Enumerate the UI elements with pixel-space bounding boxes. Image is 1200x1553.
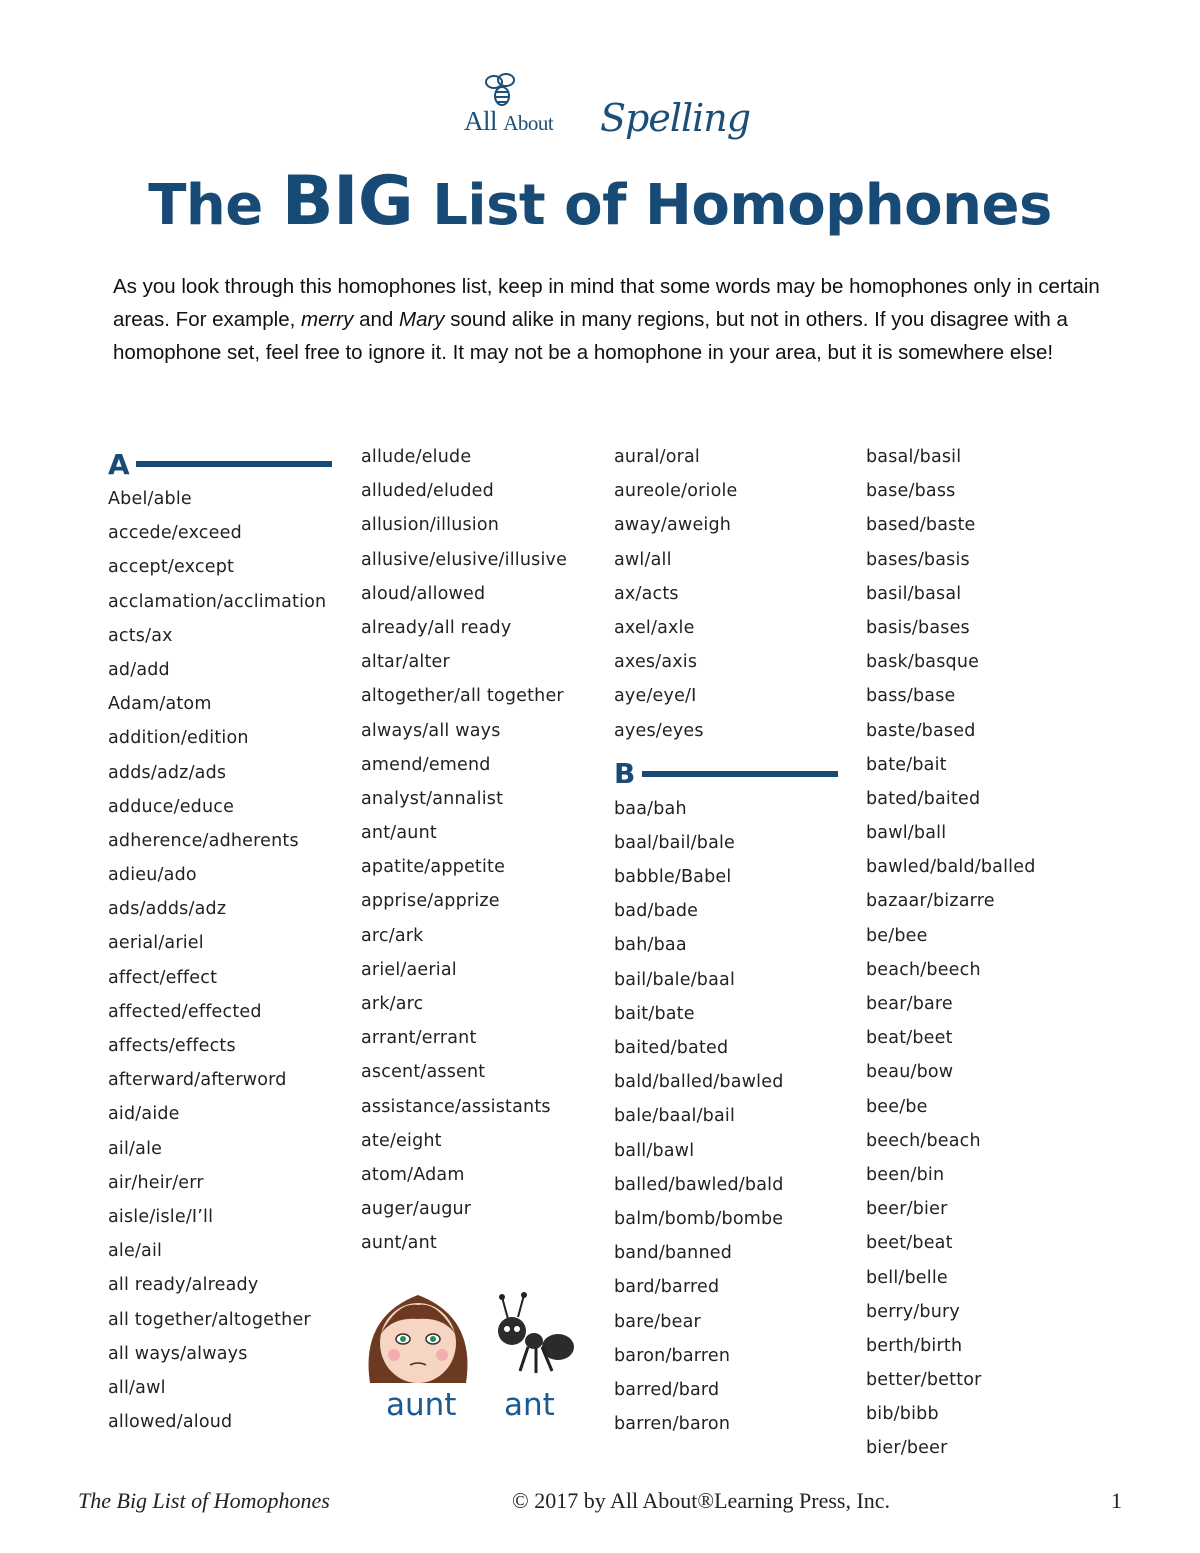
homophone-item: accept/except [108,557,235,578]
aunt-label: aunt [386,1387,457,1423]
homophone-item: auger/augur [361,1199,472,1220]
word-column-4 [866,440,1106,1466]
homophone-item: ark/arc [361,994,424,1014]
homophone-item: beer/bier [866,1199,948,1220]
homophone-item: aisle/isle/I’ll [108,1206,214,1227]
page-title: The BIG List of Homophones [148,162,1052,241]
homophone-item: bald/balled/bawled [614,1072,784,1093]
homophone-item: aerial/ariel [108,933,204,954]
section-heading-b [614,750,854,798]
homophone-item: bear/bare [866,994,953,1014]
homophone-item: basil/basal [866,583,962,604]
homophone-item: bated/baited [866,788,981,809]
homophone-item: Adam/atom [108,694,212,715]
homophone-item: based/baste [866,515,976,536]
homophone-item: away/aweigh [614,515,732,536]
intro-paragraph: As you look through this homophones list, keep in mind that some words may be homophones only in certain areas. For example, merry and Mary sound alike in many regions, but not in others. If you disagree with a homophone set, feel free to ignore it. It may not be a homophone in your area, but it is somewhere else! [113,275,1100,364]
homophone-item: all/awl [108,1377,166,1398]
homophone-item: baron/barren [614,1345,731,1366]
homophone-item: ball/bawl [614,1140,695,1161]
bee-icon [480,70,520,110]
homophone-item: berth/birth [866,1335,963,1356]
homophone-item: all together/altogether [108,1309,311,1330]
section-letter: B [614,757,636,791]
homophone-item: ale/ail [108,1241,163,1262]
homophone-item: aloud/allowed [361,583,486,604]
homophone-item: ax/acts [614,583,679,604]
homophone-item: atom/Adam [361,1164,465,1185]
homophone-item: adduce/educe [108,796,235,817]
homophone-list [108,482,348,1439]
homophone-item: all ways/always [108,1343,248,1364]
homophone-item: always/all ways [361,720,501,741]
homophone-item: baal/bail/bale [614,832,736,853]
homophone-item: be/bee [866,925,928,946]
ant-label: ant [504,1387,555,1423]
homophone-item: band/banned [614,1243,733,1264]
word-column-3 [614,440,854,1441]
homophone-item: allusion/illusion [361,515,500,536]
homophone-item: ads/adds/adz [108,899,227,920]
homophone-item: barren/baron [614,1414,731,1435]
homophone-item: babble/Babel [614,867,732,888]
homophone-item: adherence/adherents [108,830,299,851]
homophone-item: allude/elude [361,447,472,467]
homophone-item: bask/basque [866,652,980,673]
homophone-item: axes/axis [614,652,698,673]
homophone-item: baste/based [866,720,976,741]
homophone-item: allusive/elusive/illusive [361,549,568,570]
homophone-item: balm/bomb/bombe [614,1208,784,1229]
homophone-item: bee/be [866,1096,928,1117]
homophone-item: basis/bases [866,617,970,638]
homophone-item: aural/oral [614,447,700,467]
homophone-item: adds/adz/ads [108,762,227,783]
homophone-item: beat/beet [866,1028,953,1049]
homophone-item: affect/effect [108,967,218,988]
aunt-face-icon [358,1287,478,1387]
homophone-item: bail/bale/baal [614,969,736,990]
homophone-item: aureole/oriole [614,481,738,502]
homophone-item: ant/aunt [361,823,437,844]
homophone-item: base/bass [866,481,956,502]
footer-copyright: © 2017 by All About®Learning Press, Inc. [512,1488,891,1513]
homophone-item: Abel/able [108,489,192,509]
homophone-item: ariel/aerial [361,959,457,980]
section-heading-a [108,440,348,488]
homophone-item: acclamation/acclimation [108,591,327,612]
homophone-item: ail/ale [108,1138,163,1159]
homophone-item: balled/bawled/bald [614,1174,784,1195]
page-number: 1 [1111,1488,1122,1513]
homophone-item: beet/beat [866,1233,953,1254]
homophone-item: apatite/appetite [361,857,506,878]
homophone-item: altar/alter [361,652,450,673]
homophone-item: bib/bibb [866,1404,939,1425]
aunt-ant-illustration [358,1287,583,1437]
homophone-item: basal/basil [866,447,962,467]
homophone-item: bare/bear [614,1311,701,1332]
homophone-item: altogether/all together [361,686,564,707]
homophone-list [614,792,854,1442]
homophone-item: amend/emend [361,754,491,775]
homophone-item: bawled/bald/balled [866,857,1036,878]
homophone-item: all ready/already [108,1275,259,1296]
homophone-item: bier/beer [866,1438,948,1459]
homophone-item: bad/bade [614,901,699,922]
homophone-item: bases/basis [866,549,970,570]
ant-icon [490,1291,580,1381]
logo-all-about: All About [464,106,554,136]
homophone-item: acts/ax [108,625,173,646]
homophone-item: bass/base [866,686,956,707]
logo-spelling: Spelling [600,96,751,140]
homophone-item: awl/all [614,549,672,570]
homophone-item: barred/bard [614,1379,720,1400]
homophone-item: aunt/ant [361,1233,437,1254]
homophone-item: bell/belle [866,1267,948,1288]
section-letter: A [108,447,130,481]
homophone-item: bate/bait [866,754,947,775]
homophone-list [361,440,601,1261]
homophone-item: bait/bate [614,1003,695,1024]
homophone-item: alluded/eluded [361,481,494,502]
homophone-item: bawl/ball [866,823,947,844]
homophone-item: affected/effected [108,1001,262,1022]
homophone-item: beech/beach [866,1130,981,1151]
homophone-item: beach/beech [866,959,981,980]
homophone-item: ayes/eyes [614,720,704,741]
homophone-item: analyst/annalist [361,788,504,809]
homophone-item: bale/baal/bail [614,1106,736,1127]
homophone-item: aid/aide [108,1104,180,1125]
homophone-item: arc/ark [361,925,424,946]
homophone-item: air/heir/err [108,1172,204,1193]
homophone-item: accede/exceed [108,523,242,544]
homophone-item: baited/bated [614,1038,729,1058]
homophone-item: addition/edition [108,728,249,749]
homophone-item: ascent/assent [361,1062,486,1083]
word-column-2 [361,440,601,1261]
homophone-item: berry/bury [866,1301,960,1322]
homophone-list [614,440,854,748]
homophone-item: better/bettor [866,1370,982,1391]
homophone-item: adieu/ado [108,865,197,886]
homophone-item: assistance/assistants [361,1096,551,1117]
homophone-item: ad/add [108,659,170,680]
homophone-item: aye/eye/I [614,686,697,707]
homophone-item: arrant/errant [361,1028,477,1049]
homophone-item: allowed/aloud [108,1412,233,1433]
page-footer [78,1488,1128,1520]
homophone-item: bah/baa [614,935,687,956]
homophone-item: apprise/apprize [361,891,500,912]
homophone-item: baa/bah [614,798,687,819]
section-divider [642,771,838,777]
homophone-list [866,440,1106,1466]
homophone-item: already/all ready [361,617,512,638]
homophone-item: axel/axle [614,617,695,638]
homophone-item: afterward/afterword [108,1070,287,1091]
homophone-item: been/bin [866,1164,945,1185]
footer-title: The Big List of Homophones [78,1488,330,1513]
homophone-item: beau/bow [866,1062,954,1083]
homophone-item: ate/eight [361,1130,442,1151]
homophone-item: affects/effects [108,1036,236,1056]
homophone-item: bard/barred [614,1277,720,1298]
brand-logo [462,70,751,150]
section-divider [136,461,332,467]
word-column-1 [108,440,348,1439]
homophone-item: bazaar/bizarre [866,891,995,912]
